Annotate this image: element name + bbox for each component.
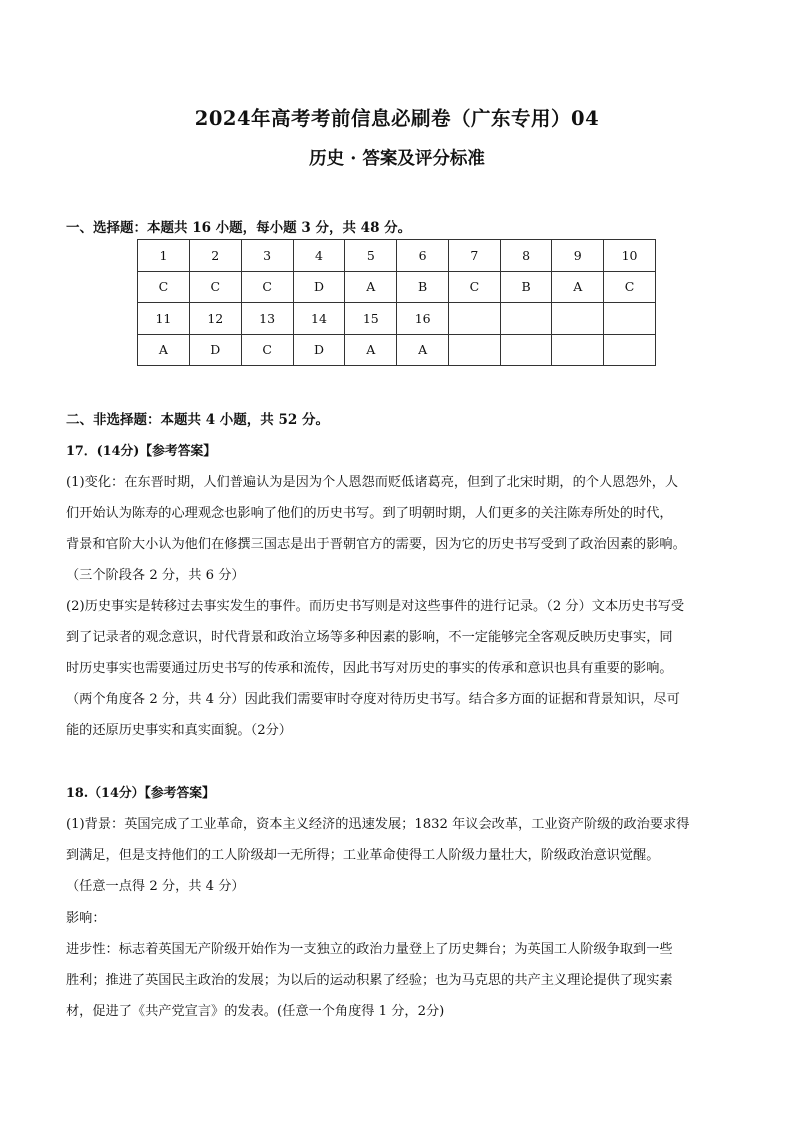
question-number-cell: 9 <box>552 240 604 272</box>
q17-line: (2)历史事实是转移过去事实发生的事件。而历史书写则是对这些事件的进行记录。（2 分）文本历史书写受 <box>66 599 685 614</box>
question-number-cell: 6 <box>397 240 449 272</box>
answer-table-row <box>138 271 656 303</box>
answer-cell: D <box>293 334 345 366</box>
question-number-cell: 8 <box>500 240 552 272</box>
q17-line: 背景和官阶大小认为他们在修撰三国志是出于晋朝官方的需要，因为它的历史书写受到了政治因素的影响。 <box>66 537 686 552</box>
q17-line: （两个角度各 2 分，共 4 分）因此我们需要审时夺度对待历史书写。结合多方面的证据和背景知识，尽可 <box>66 692 680 707</box>
q18-line: 材，促进了《共产党宣言》的发表。(任意一个角度得 1 分，2分) <box>66 1004 445 1019</box>
q18-line: （任意一点得 2 分，共 4 分） <box>66 879 245 894</box>
question-number-cell: 15 <box>345 303 397 335</box>
answer-cell: B <box>500 271 552 303</box>
answer-cell: D <box>189 334 241 366</box>
question-number-cell: 4 <box>293 240 345 272</box>
answer-cell: A <box>345 334 397 366</box>
answer-table-row <box>138 240 656 272</box>
q17-line: 时历史事实也需要通过历史书写的传承和流传，因此书写对历史的事实的传承和意识也具有重要的影响。 <box>66 661 673 676</box>
question-number-cell <box>604 303 656 335</box>
q17-line: 到了记录者的观念意识，时代背景和政治立场等多种因素的影响，不一定能够完全客观反映历史事实，同 <box>66 630 673 645</box>
question-number-cell: 7 <box>449 240 501 272</box>
question-number-cell: 3 <box>241 240 293 272</box>
question-number-cell: 16 <box>397 303 449 335</box>
answer-cell: C <box>138 271 190 303</box>
answer-cell: C <box>604 271 656 303</box>
answer-cell: A <box>138 334 190 366</box>
question-number-cell <box>552 303 604 335</box>
answer-cell: C <box>241 334 293 366</box>
answer-cell: C <box>449 271 501 303</box>
q17-line: 能的还原历史事实和真实面貌。（2分） <box>66 723 292 738</box>
page-title: 2024年高考考前信息必刷卷（广东专用）04 <box>194 107 600 130</box>
question-number-cell: 10 <box>604 240 656 272</box>
answer-cell <box>604 334 656 366</box>
q17-line: (1)变化：在东晋时期，人们普遍认为是因为个人恩怨而贬低诸葛亮，但到了北宋时期，的个人恩怨外，人 <box>66 475 679 490</box>
q17-line: （三个阶段各 2 分，共 6 分） <box>66 568 245 583</box>
q17-heading: 17．(14分)【参考答案】 <box>66 444 217 459</box>
q18-line: 进步性：标志着英国无产阶级开始作为一支独立的政治力量登上了历史舞台；为英国工人阶级争取到一些 <box>66 942 673 957</box>
answer-table-row <box>138 334 656 366</box>
question-number-cell: 11 <box>138 303 190 335</box>
q18-line: 到满足，但是支持他们的工人阶级却一无所得；工业革命使得工人阶级力量壮大，阶级政治意识觉醒。 <box>66 848 660 863</box>
answer-cell: D <box>293 271 345 303</box>
q17-line: 们开始认为陈寿的心理观念也影响了他们的历史书写。到了明朝时期，人们更多的关注陈寿所处的时代， <box>66 506 673 521</box>
answer-cell: A <box>397 334 449 366</box>
section2-heading: 二、非选择题：本题共 4 小题，共 52 分。 <box>66 412 329 428</box>
answer-cell: C <box>189 271 241 303</box>
answer-table <box>137 239 656 366</box>
q18-heading: 18.（14分）【参考答案】 <box>66 786 215 801</box>
answer-cell: C <box>241 271 293 303</box>
answer-cell <box>449 334 501 366</box>
question-number-cell <box>500 303 552 335</box>
answer-cell <box>552 334 604 366</box>
question-number-cell: 14 <box>293 303 345 335</box>
answer-cell: A <box>552 271 604 303</box>
question-number-cell: 12 <box>189 303 241 335</box>
section1-heading: 一、选择题：本题共 16 小题，每小题 3 分，共 48 分。 <box>66 220 412 236</box>
q18-line: 胜利；推进了英国民主政治的发展；为以后的运动积累了经验；也为马克思的共产主义理论提供了现实素 <box>66 973 673 988</box>
answer-table-row <box>138 303 656 335</box>
q18-line: (1)背景：英国完成了工业革命，资本主义经济的迅速发展；1832 年议会改革，工业资产阶级的政治要求得 <box>66 817 690 832</box>
question-number-cell <box>449 303 501 335</box>
question-number-cell: 2 <box>189 240 241 272</box>
answer-cell: A <box>345 271 397 303</box>
answer-cell <box>500 334 552 366</box>
question-number-cell: 5 <box>345 240 397 272</box>
q18-line: 影响： <box>66 911 106 926</box>
question-number-cell: 1 <box>138 240 190 272</box>
question-number-cell: 13 <box>241 303 293 335</box>
page-subtitle: 历史 · 答案及评分标准 <box>309 149 485 169</box>
answer-cell: B <box>397 271 449 303</box>
